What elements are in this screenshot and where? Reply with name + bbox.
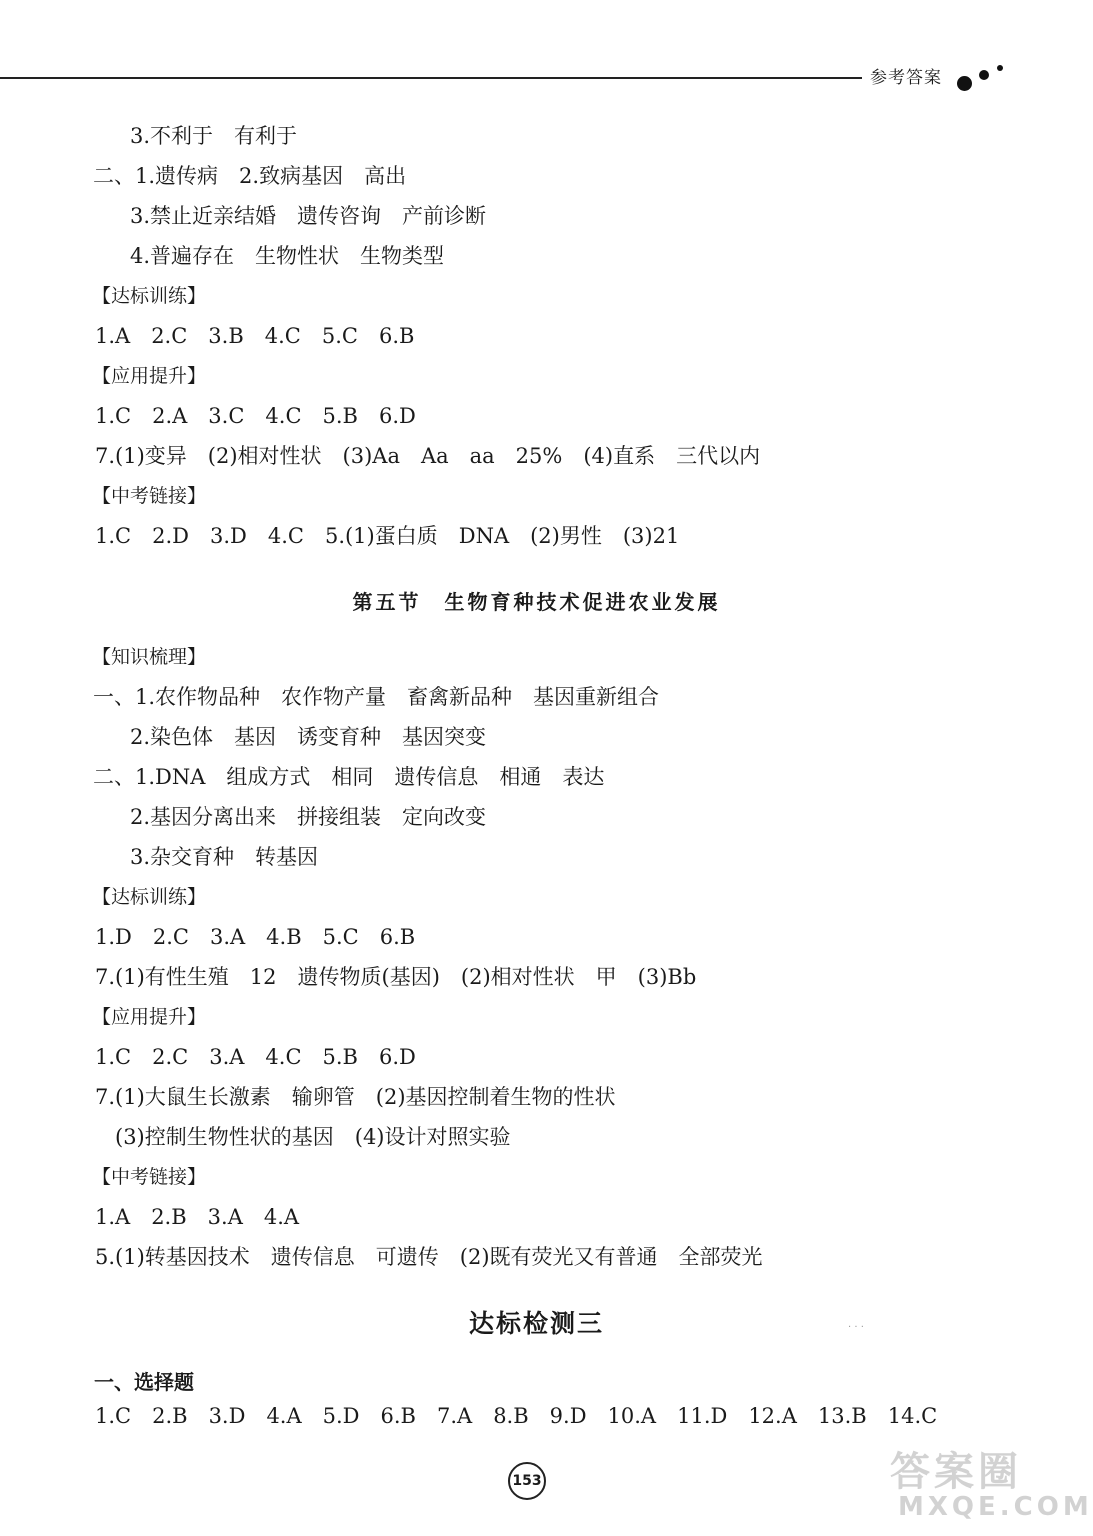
test-subheading: 一、选择题 xyxy=(94,1370,194,1394)
header-dots-decoration xyxy=(955,62,1015,92)
answer-line: 3.禁止近亲结婚 遗传咨询 产前诊断 xyxy=(130,204,487,228)
section-label: 【达标训练】 xyxy=(92,285,207,307)
section-label: 【中考链接】 xyxy=(92,1166,207,1188)
answer-line: 3.杂交育种 转基因 xyxy=(130,845,319,869)
answer-line: 3.不利于 有利于 xyxy=(130,124,298,148)
answer-line: 1.C 2.A 3.C 4.C 5.B 6.D xyxy=(95,404,416,428)
answer-line: 1.C 2.D 3.D 4.C 5.(1)蛋白质 DNA (2)男性 (3)21 xyxy=(95,524,680,548)
answer-line: 二、1.DNA 组成方式 相同 遗传信息 相通 表达 xyxy=(93,765,605,789)
section-label: 【应用提升】 xyxy=(92,1006,207,1028)
answer-line: 7.(1)变异 (2)相对性状 (3)Aa Aa aa 25% (4)直系 三代以内 xyxy=(95,444,761,468)
dot-large xyxy=(957,76,972,91)
answer-line: 1.A 2.B 3.A 4.A xyxy=(95,1205,300,1229)
answer-line: 7.(1)有性生殖 12 遗传物质(基因) (2)相对性状 甲 (3)Bb xyxy=(95,965,697,989)
section-label: 【达标训练】 xyxy=(92,886,207,908)
answer-line: 2.基因分离出来 拼接组装 定向改变 xyxy=(130,805,487,829)
watermark-text-top: 答案圈 xyxy=(890,1449,1022,1495)
faint-mark: · · · xyxy=(848,1322,864,1333)
header-rule xyxy=(0,77,862,79)
section-label: 【中考链接】 xyxy=(92,485,207,507)
answer-line: 5.(1)转基因技术 遗传信息 可遗传 (2)既有荧光又有普通 全部荧光 xyxy=(95,1245,763,1269)
header-title: 参考答案 xyxy=(870,68,942,88)
answer-line: 1.C 2.B 3.D 4.A 5.D 6.B 7.A 8.B 9.D 10.A 11.D 12.A 13.B 14.C xyxy=(95,1404,938,1428)
answer-line: 二、1.遗传病 2.致病基因 高出 xyxy=(93,164,407,188)
answer-line: 2.染色体 基因 诱变育种 基因突变 xyxy=(130,725,487,749)
watermark-logo xyxy=(880,1440,1093,1530)
dot-small xyxy=(997,65,1003,71)
answer-line: 1.C 2.C 3.A 4.C 5.B 6.D xyxy=(95,1045,416,1069)
section-label: 【应用提升】 xyxy=(92,365,207,387)
answer-line: 7.(1)大鼠生长激素 输卵管 (2)基因控制着生物的性状 xyxy=(95,1085,616,1109)
section-heading: 第五节 生物育种技术促进农业发展 xyxy=(352,590,721,614)
answer-line: 1.A 2.C 3.B 4.C 5.C 6.B xyxy=(95,324,415,348)
section-label: 【知识梳理】 xyxy=(92,646,207,668)
answer-line: 一、1.农作物品种 农作物产量 畜禽新品种 基因重新组合 xyxy=(93,685,660,709)
test-title: 达标检测三 xyxy=(468,1309,604,1338)
dot-medium xyxy=(979,70,989,80)
watermark-text-bottom: MXQE.COM xyxy=(898,1492,1093,1522)
answer-line: (3)控制生物性状的基因 (4)设计对照实验 xyxy=(115,1125,511,1149)
page-number: 153 xyxy=(508,1462,546,1500)
answer-line: 4.普遍存在 生物性状 生物类型 xyxy=(130,244,445,268)
answer-line: 1.D 2.C 3.A 4.B 5.C 6.B xyxy=(95,925,416,949)
